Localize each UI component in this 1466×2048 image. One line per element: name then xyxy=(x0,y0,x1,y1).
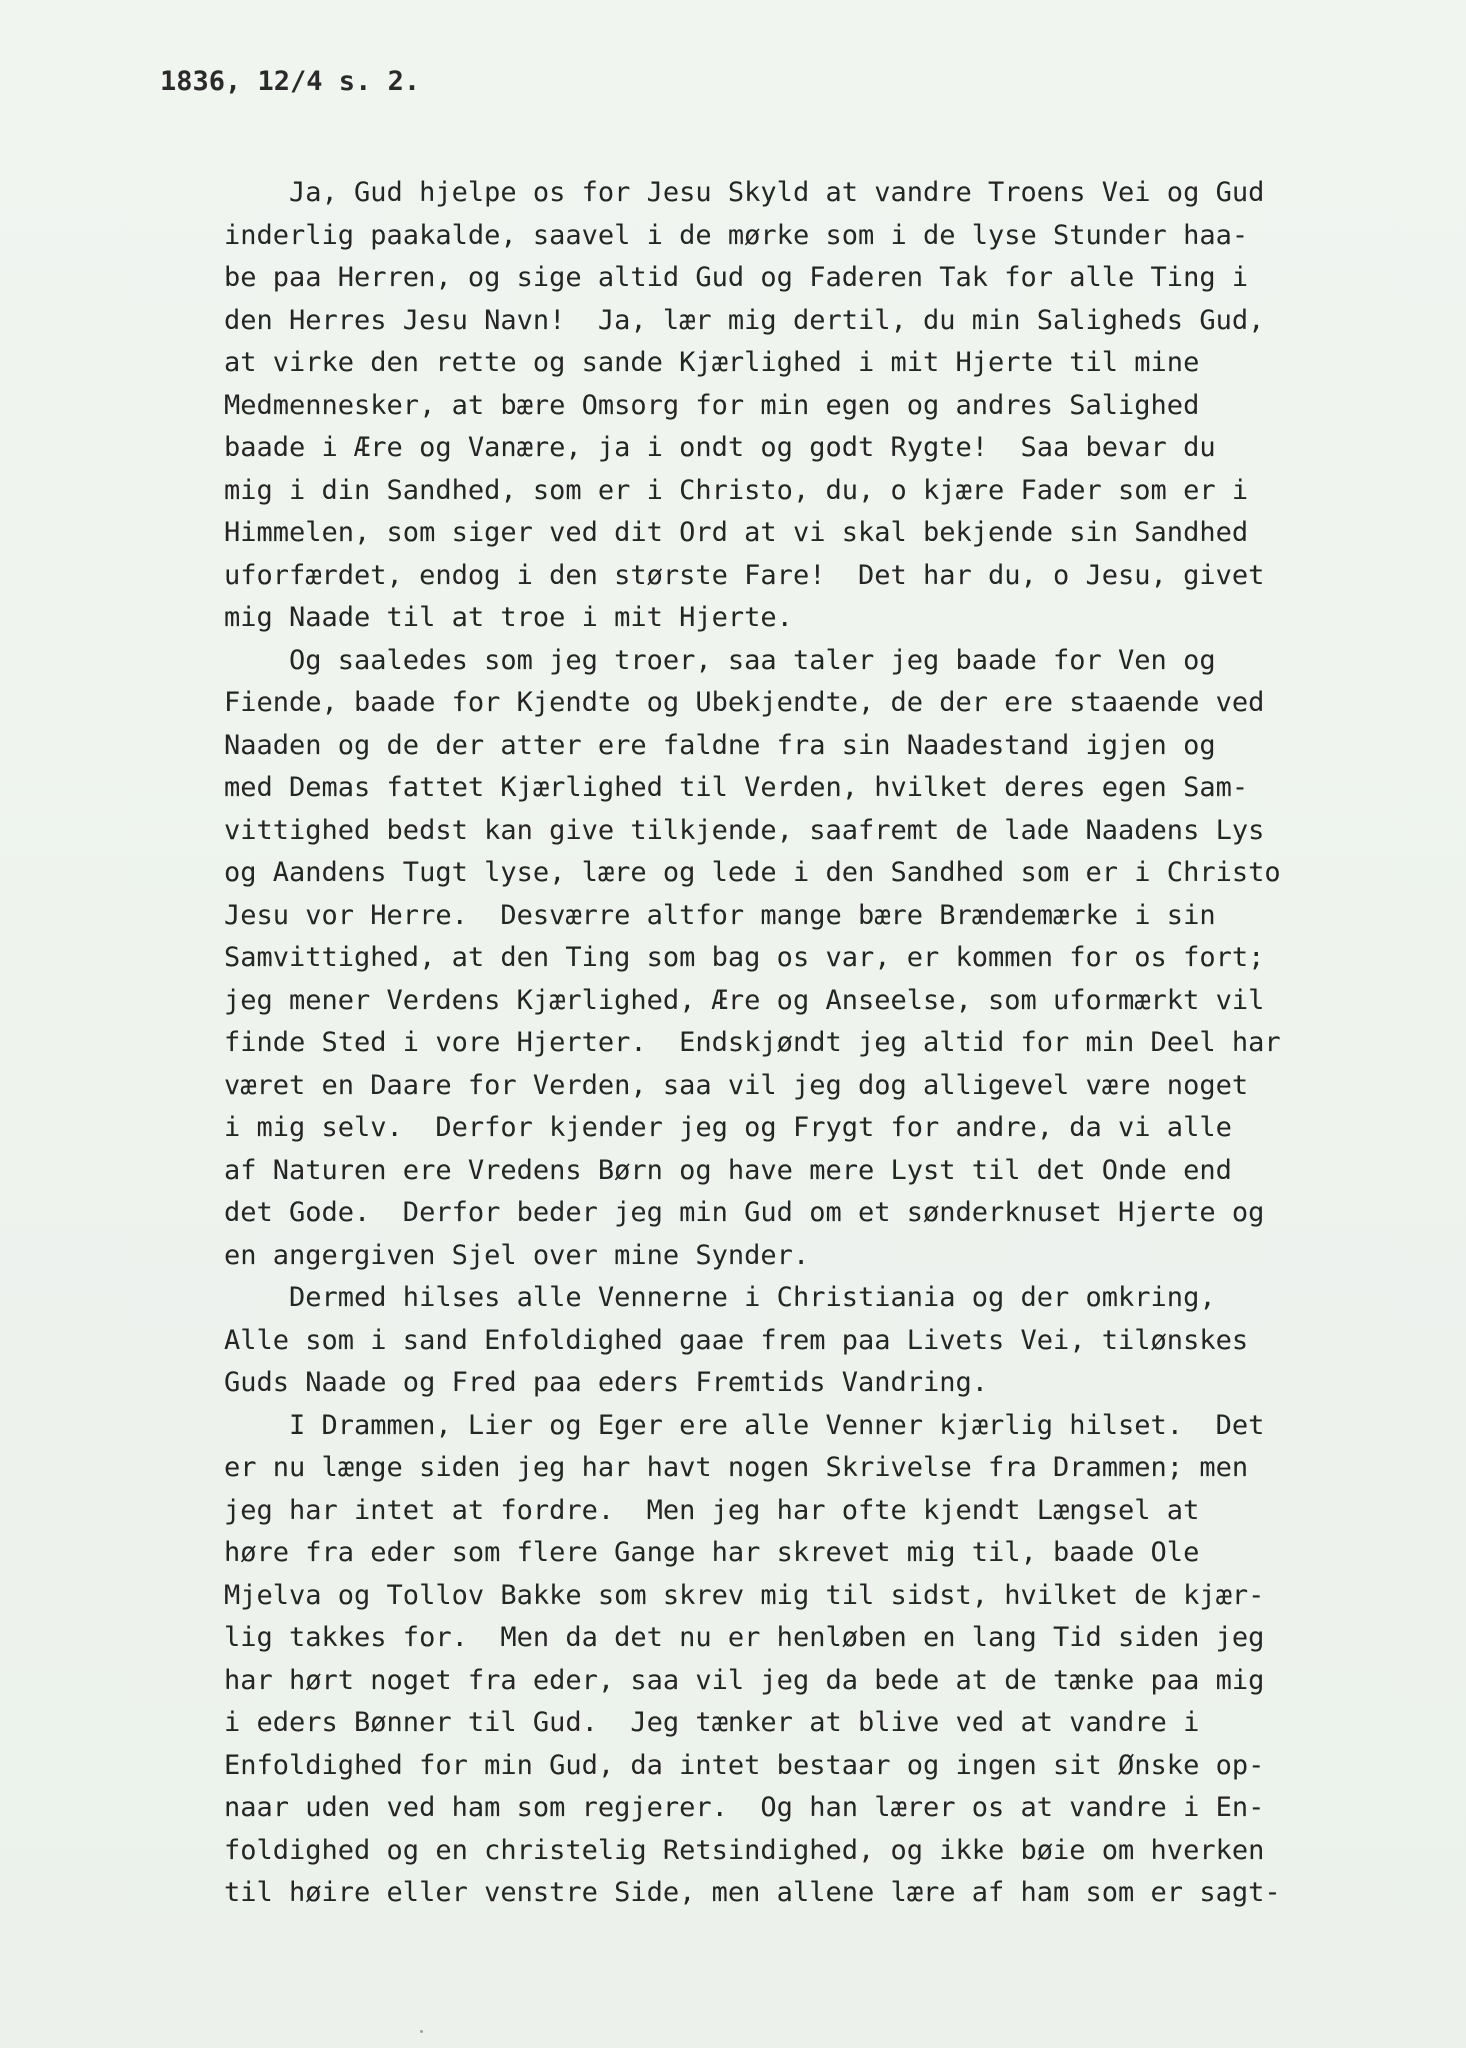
text-line: Medmennesker, at bære Omsorg for min egen og andres Salighed xyxy=(224,389,1200,421)
text-line: Himmelen, som siger ved dit Ord at vi skal bekjende sin Sandhed xyxy=(224,517,1249,548)
text-line: Jesu vor Herre. Desværre altfor mange bære Brændemærke i sin xyxy=(224,899,1216,931)
text-line: Samvittighed, at den Ting som bag os var, er kommen for os fort; xyxy=(224,942,1265,973)
text-line: den Herres Jesu Navn! Ja, lær mig dertil, du min Saligheds Gud, xyxy=(224,304,1265,336)
text-line: Enfoldighed for min Gud, da intet bestaar og ingen sit Ønske op- xyxy=(224,1749,1265,1781)
text-line: naar uden ved ham som regjerer. Og han lærer os at vandre i En- xyxy=(224,1792,1265,1823)
text-line: jeg har intet at fordre. Men jeg har ofte kjendt Længsel at xyxy=(224,1494,1200,1526)
text-line: til høire eller venstre Side, men allene lære af ham som er sagt- xyxy=(224,1877,1281,1908)
text-line: inderlig paakalde, saavel i de mørke som i de lyse Stunder haa- xyxy=(224,219,1249,251)
text-line: jeg mener Verdens Kjærlighed, Ære og Anseelse, som uformærkt vil xyxy=(224,984,1265,1016)
text-line: høre fra eder som flere Gange har skrevet mig til, baade Ole xyxy=(224,1537,1200,1568)
document-body xyxy=(224,172,1281,1915)
text-line: finde Sted i vore Hjerter. Endskjøndt jeg altid for min Deel har xyxy=(224,1027,1281,1058)
text-line: har hørt noget fra eder, saa vil jeg da bede at de tænke paa mig xyxy=(224,1664,1265,1696)
text-line: Dermed hilses alle Vennerne i Christiania og der omkring, xyxy=(224,1282,1216,1313)
text-line: i mig selv. Derfor kjender jeg og Frygt for andre, da vi alle xyxy=(224,1112,1232,1143)
text-line: af Naturen ere Vredens Børn og have mere Lyst til det Onde end xyxy=(224,1154,1232,1186)
text-line: uforfærdet, endog i den største Fare! Det har du, o Jesu, givet xyxy=(224,559,1265,591)
text-line: og Aandens Tugt lyse, lære og lede i den Sandhed som er i Christo xyxy=(224,857,1281,888)
text-line: Naaden og de der atter ere faldne fra sin Naadestand igjen og xyxy=(224,729,1216,761)
text-line: foldighed og en christelig Retsindighed, og ikke bøie om hverken xyxy=(224,1834,1265,1866)
text-line: Mjelva og Tollov Bakke som skrev mig til sidst, hvilket de kjær- xyxy=(224,1579,1265,1611)
text-line: be paa Herren, og sige altid Gud og Faderen Tak for alle Ting i xyxy=(224,262,1249,293)
text-line: i eders Bønner til Gud. Jeg tænker at blive ved at vandre i xyxy=(224,1707,1200,1738)
text-line: Alle som i sand Enfoldighed gaae frem paa Livets Vei, tilønskes xyxy=(224,1324,1249,1356)
text-line: Ja, Gud hjelpe os for Jesu Skyld at vandre Troens Vei og Gud xyxy=(224,177,1265,208)
text-line: Guds Naade og Fred paa eders Fremtids Vandring. xyxy=(224,1367,989,1398)
text-line: er nu længe siden jeg har havt nogen Skrivelse fra Drammen; men xyxy=(224,1452,1249,1483)
text-line: det Gode. Derfor beder jeg min Gud om et sønderknuset Hjerte og xyxy=(224,1197,1265,1228)
document-header: 1836, 12/4 s. 2. xyxy=(160,66,421,97)
text-line: med Demas fattet Kjærlighed til Verden, hvilket deres egen Sam- xyxy=(224,772,1249,803)
text-line: at virke den rette og sande Kjærlighed i mit Hjerte til mine xyxy=(224,347,1200,378)
text-line: I Drammen, Lier og Eger ere alle Venner kjærlig hilset. Det xyxy=(224,1409,1265,1441)
text-line: mig i din Sandhed, som er i Christo, du, o kjære Fader som er i xyxy=(224,474,1249,506)
text-line: vittighed bedst kan give tilkjende, saafremt de lade Naadens Lys xyxy=(224,814,1265,846)
text-line: en angergiven Sjel over mine Synder. xyxy=(224,1239,810,1271)
text-line: Fiende, baade for Kjendte og Ubekjendte, de der ere staaende ved xyxy=(224,687,1265,718)
text-line: lig takkes for. Men da det nu er henløben en lang Tid siden jeg xyxy=(224,1622,1265,1653)
text-line: været en Daare for Verden, saa vil jeg dog alligevel være noget xyxy=(224,1069,1249,1101)
page-mark xyxy=(420,2030,423,2033)
text-line: mig Naade til at troe i mit Hjerte. xyxy=(224,602,793,633)
text-line: Og saaledes som jeg troer, saa taler jeg baade for Ven og xyxy=(224,644,1216,676)
text-line: baade i Ære og Vanære, ja i ondt og godt Rygte! Saa bevar du xyxy=(224,432,1216,463)
